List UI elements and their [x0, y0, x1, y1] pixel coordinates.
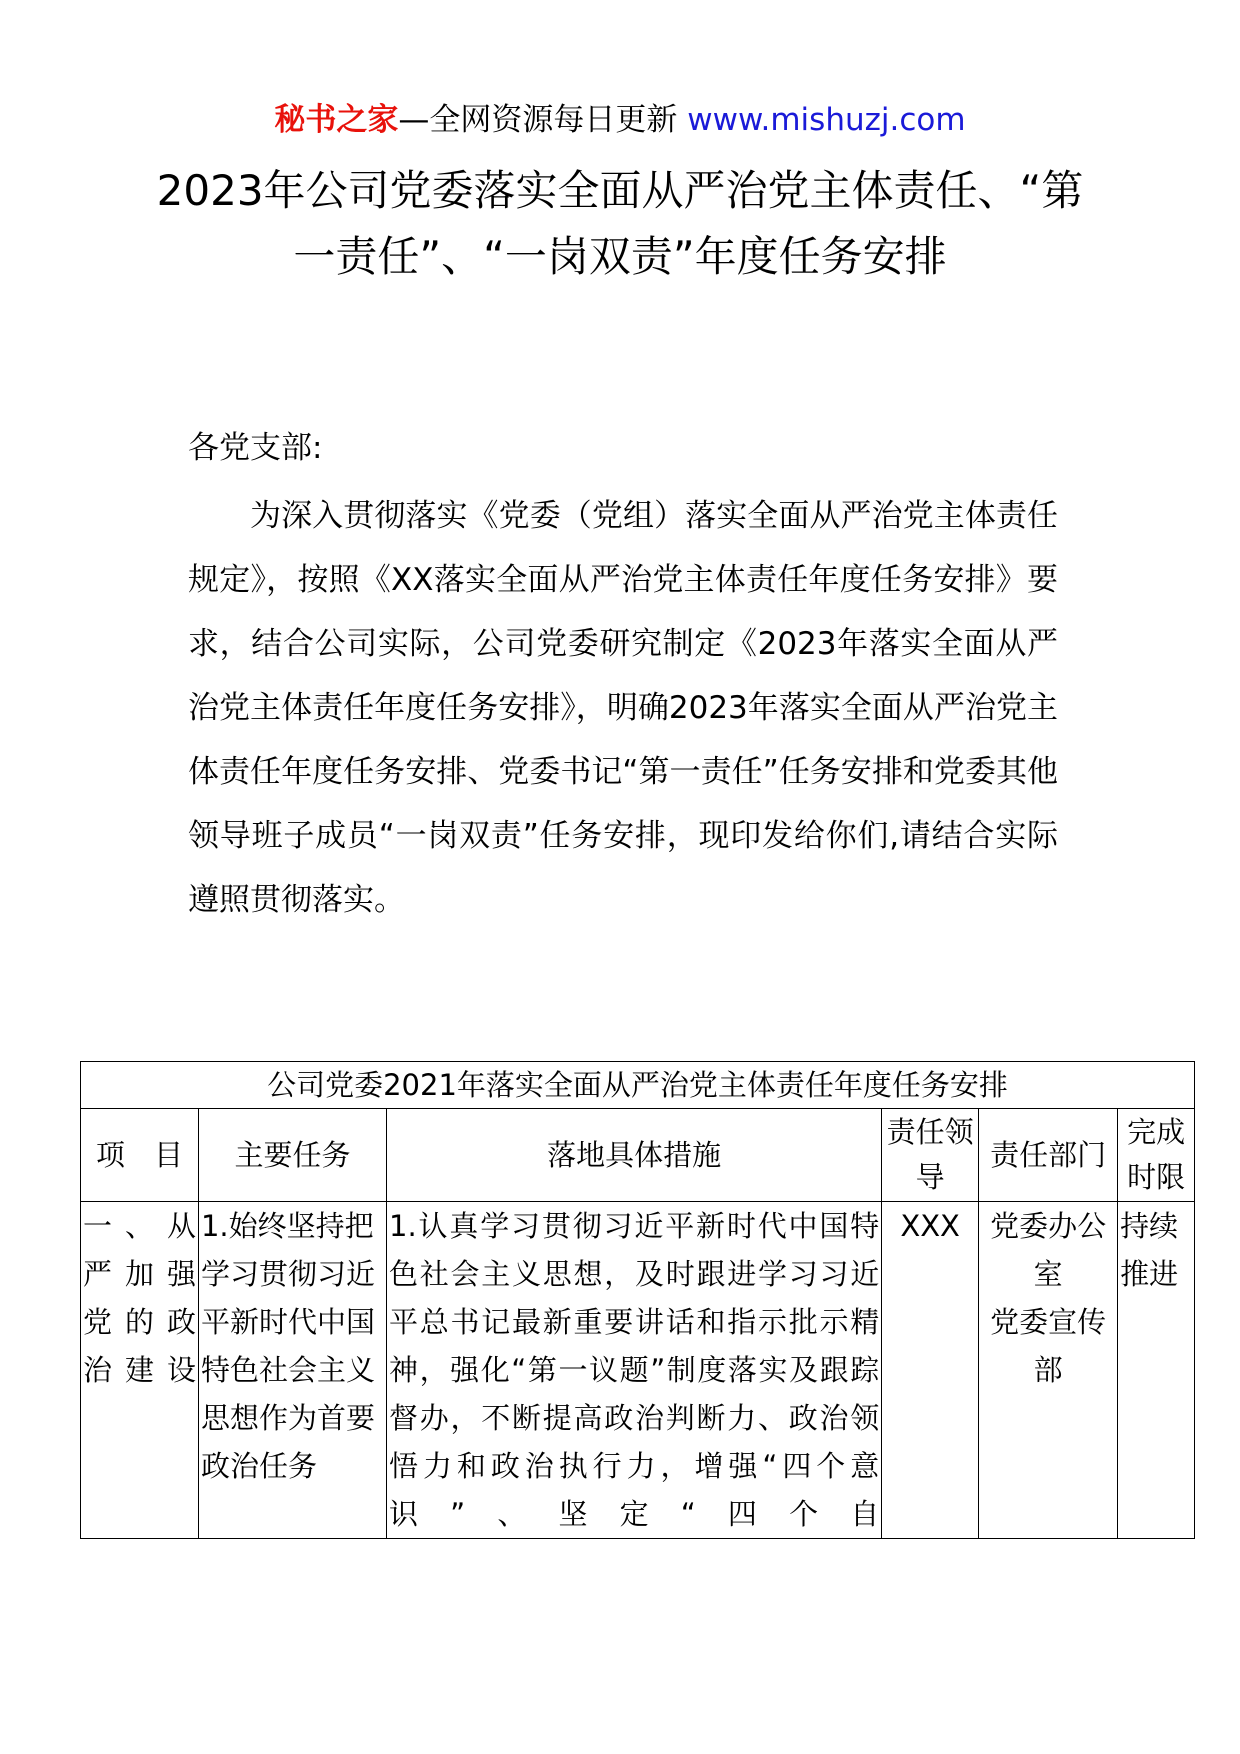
cell-item: 一、从严加强党的政治建设	[81, 1202, 199, 1539]
cell-measures: 1.认真学习贯彻习近平新时代中国特色社会主义思想，及时跟进学习习近平总书记最新重要讲话和指示批示精神，强化“第一议题”制度落实及跟踪督办，不断提高政治判断力、政治领悟力和政治执行力，增强“四个意识”、坚定“四个自	[387, 1202, 882, 1539]
body-paragraph: 为深入贯彻落实《党委（党组）落实全面从严治党主体责任规定》，按照《XX落实全面从严治党主体责任年度任务安排》要求，结合公司实际，公司党委研究制定《2023年落实全面从严治党主体责任年度任务安排》，明确2023年落实全面从严治党主体责任年度任务安排、党委书记“第一责任”任务安排和党委其他领导班子成员“一岗双责”任务安排，现印发给你们,请结合实际遵照贯彻落实。	[188, 498, 1058, 918]
header-item: 项 目	[81, 1109, 199, 1202]
document-title: 2023年公司党委落实全面从严治党主体责任、“第一责任”、“一岗双责”年度任务安排	[156, 166, 1084, 281]
task-table	[80, 1061, 1195, 1539]
table-caption-row	[81, 1062, 1195, 1109]
salutation: 各党支部:	[188, 430, 323, 466]
header-leader: 责任领导	[882, 1109, 979, 1202]
site-brand: 秘书之家	[274, 102, 399, 138]
cell-department	[979, 1202, 1118, 1539]
table-header-row	[81, 1109, 1195, 1202]
site-url-link[interactable]: www.mishuzj.com	[687, 102, 966, 138]
cell-deadline: 持续推进	[1118, 1202, 1195, 1539]
table-caption: 公司党委2021年落实全面从严治党主体责任年度任务安排	[81, 1062, 1195, 1109]
cell-main-task: 1.始终坚持把学习贯彻习近平新时代中国特色社会主义思想作为首要政治任务	[198, 1202, 386, 1539]
header-measures: 落地具体措施	[387, 1109, 882, 1202]
table-row	[81, 1202, 1195, 1539]
header-deadline: 完成时限	[1118, 1109, 1195, 1202]
site-slogan: —全网资源每日更新	[398, 102, 688, 138]
department-office: 党委办公室	[990, 1209, 1107, 1291]
department-propaganda: 党委宣传部	[990, 1305, 1107, 1387]
header-main-task: 主要任务	[198, 1109, 386, 1202]
cell-leader: XXX	[882, 1202, 979, 1539]
header-department: 责任部门	[979, 1109, 1118, 1202]
site-header	[0, 98, 1240, 142]
